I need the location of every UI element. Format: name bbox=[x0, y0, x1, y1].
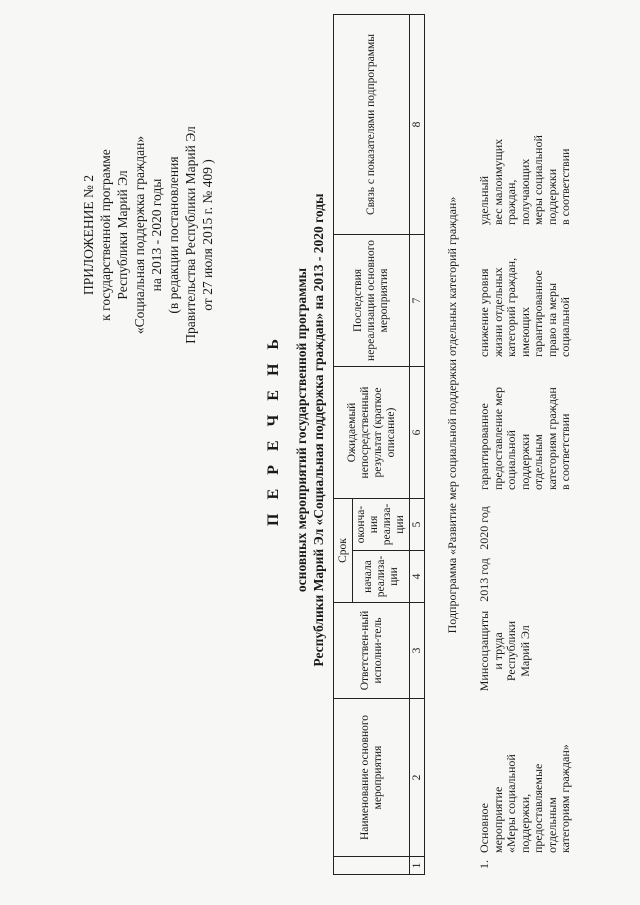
col-number: 3 bbox=[410, 603, 425, 699]
row-consequences-line: снижение уровня bbox=[477, 268, 491, 357]
row-name-line: предоставляемые bbox=[531, 763, 545, 853]
row-name-line: мероприятие bbox=[490, 786, 505, 853]
row-executor-line: и труда bbox=[490, 632, 505, 670]
row-consequences-line: социальной bbox=[558, 297, 572, 357]
row-result bbox=[478, 368, 573, 490]
col-number: 6 bbox=[410, 366, 425, 498]
appendix-line: ПРИЛОЖЕНИЕ № 2 bbox=[81, 174, 96, 296]
row-result-line: в соответствии bbox=[558, 413, 572, 490]
appendix-line: на 2013 - 2020 годы bbox=[149, 178, 164, 292]
row-executor-line: Минсоцзащиты bbox=[477, 610, 491, 692]
row-end-year: 2020 год bbox=[477, 506, 491, 550]
appendix-line: Республики Марий Эл bbox=[115, 170, 130, 300]
row-link-line: в соответствии bbox=[558, 148, 572, 225]
row-name-line: поддержки, bbox=[517, 793, 532, 853]
appendix-header bbox=[80, 25, 216, 445]
header-end: оконча-ния реализа-ции bbox=[353, 498, 410, 550]
title-block bbox=[265, 45, 327, 815]
header-executor: Ответствен-ный исполни-тель bbox=[334, 603, 410, 699]
measures-table bbox=[333, 14, 425, 875]
appendix-line: «Социальная поддержка граждан» bbox=[132, 135, 147, 335]
appendix-line: Правительства Республики Марий Эл bbox=[183, 126, 198, 344]
row-start-year: 2013 год bbox=[477, 558, 491, 602]
col-number: 4 bbox=[410, 551, 425, 603]
page-title: П Е Р Е Ч Е Н Ь bbox=[265, 334, 282, 526]
title-line-2: Республики Марий Эл «Социальная поддержка граждан» на 2013 - 2020 годы bbox=[311, 193, 326, 667]
row-result-line: категориям граждан bbox=[544, 387, 559, 490]
appendix-line: от 27 июля 2015 г. № 409 ) bbox=[200, 159, 215, 311]
header-name: Наименование основного мероприятия bbox=[334, 699, 410, 857]
row-consequences-line: гарантированное bbox=[531, 270, 545, 357]
header-start: начала реализа-ции bbox=[353, 551, 410, 603]
row-result-line: социальной bbox=[504, 430, 518, 490]
row-link-line: удельный bbox=[477, 175, 491, 225]
col-number: 2 bbox=[410, 699, 425, 857]
header-result: Ожидаемый непосредственный результат (краткое описание) bbox=[334, 366, 410, 498]
row-name-line: отдельным bbox=[544, 797, 559, 853]
row-number: 1. bbox=[477, 860, 491, 869]
row-consequences-line: имеющих bbox=[517, 307, 532, 357]
row-link-line: поддержки bbox=[544, 168, 559, 225]
header-num-cell bbox=[334, 857, 410, 875]
row-indicator-link bbox=[478, 103, 573, 225]
row-result-line: отдельным bbox=[531, 434, 545, 490]
row-name-line: «Меры социальной bbox=[504, 754, 518, 853]
row-name-line: Основное bbox=[477, 803, 491, 853]
row-link-line: получающих bbox=[517, 158, 532, 225]
row-result-line: поддержки bbox=[517, 433, 532, 490]
row-name-line: категориям граждан» bbox=[558, 744, 572, 853]
row-consequences-line: право на меры bbox=[544, 282, 559, 357]
row-link-line: вес малоимущих bbox=[490, 138, 505, 225]
col-number: 1 bbox=[410, 857, 425, 875]
row-consequences bbox=[478, 235, 573, 357]
subprogram-title: Подпрограмма «Развитие мер социальной поддержки отдельных категорий граждан» bbox=[445, 196, 459, 634]
header-consequences: Последствия нереализации основного мероприятия bbox=[334, 234, 410, 366]
row-name bbox=[478, 733, 573, 853]
col-number: 5 bbox=[410, 498, 425, 550]
row-result-line: гарантированное bbox=[477, 403, 491, 490]
row-consequences-line: жизни отдельных bbox=[490, 267, 505, 357]
row-result-line: предоставление мер bbox=[490, 387, 505, 490]
row-executor-line: Республики bbox=[504, 620, 518, 682]
appendix-line: (в редакции постановления bbox=[166, 156, 181, 314]
row-link-line: меры социальной bbox=[531, 135, 545, 225]
row-link-line: граждан, bbox=[504, 179, 518, 225]
header-link: Связь с показателями подпрограммы bbox=[334, 14, 410, 234]
col-number: 7 bbox=[410, 234, 425, 366]
row-consequences-line: категорий граждан, bbox=[504, 257, 518, 357]
appendix-line: к государственной программе bbox=[98, 149, 113, 321]
row-executor bbox=[478, 605, 532, 697]
row-executor-line: Марий Эл bbox=[517, 625, 532, 677]
title-line-1: основных мероприятий государственной программы bbox=[294, 267, 309, 593]
header-term: Срок bbox=[334, 498, 353, 602]
col-number: 8 bbox=[410, 14, 425, 234]
